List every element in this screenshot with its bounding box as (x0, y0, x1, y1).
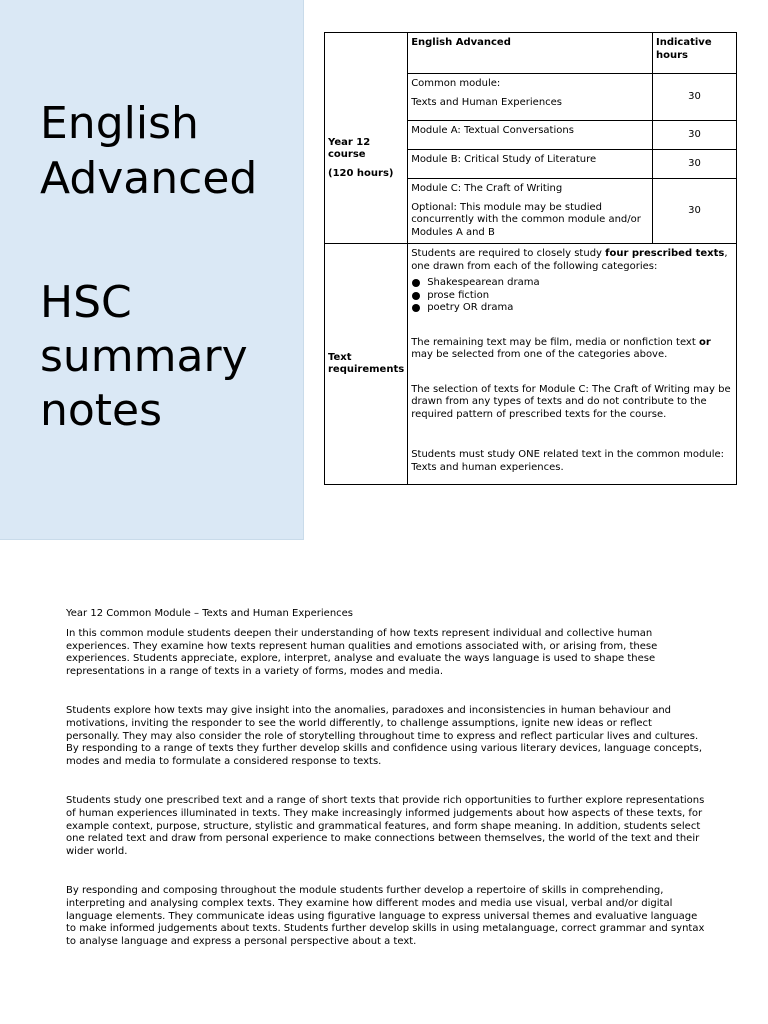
remaining-post: may be selected from one of the categories above. (411, 349, 668, 360)
year12-label: Year 12 course (328, 136, 371, 160)
list-item: poetry OR drama (411, 302, 733, 315)
cover-title-line: Advanced (40, 153, 258, 204)
module-row (325, 74, 737, 121)
cover-subtitle-line: summary (40, 331, 248, 382)
prescribed-intro-post: , one drawn from each of the following categories: (411, 248, 728, 272)
remaining-pre: The remaining text may be film, media or nonfiction text (411, 336, 699, 348)
year12-label-cell (325, 74, 408, 244)
module-cell (408, 121, 653, 150)
text-requirements-cell (408, 244, 737, 485)
cover-subtitle-line: notes (40, 385, 163, 436)
list-item: prose fiction (411, 290, 733, 303)
module-hours: 30 (653, 121, 737, 150)
year12-hours-note: (120 hours) (328, 167, 394, 179)
header-indicative-hours: Indicative hours (653, 33, 737, 74)
list-item: Shakespearean drama (411, 277, 733, 290)
summary-paragraph: Students study one prescribed text and a range of short texts that provide rich opportunities to further explore representations of human experiences illuminated in texts. They make increasingly informed judgements about how aspects of these texts, for example context, purpose, structure, stylistic and grammatical features, and form shape meaning. In addition, students select one related text and draw from personal experience to make connections between themselves, the world of the text and their wider world. (66, 794, 705, 858)
module-cell (408, 150, 653, 179)
text-requirements-row (325, 244, 737, 485)
common-module-summary (66, 608, 706, 975)
summary-paragraph: By responding and composing throughout the module students further develop a repertoire of skills in comprehending, interpreting and analysing complex texts. They examine how different modes and media use visual, verbal and/or digital language elements. They communicate ideas using figurative language to express universal themes and evaluative language to make informed judgements about texts. Students further develop skills in using metalanguage, correct grammar and syntax to analyse language and express a personal perspective about a text. (66, 884, 705, 948)
header-english-advanced: English Advanced (408, 33, 653, 74)
module-cell (408, 74, 653, 121)
module-hours: 30 (653, 74, 737, 121)
module-name: Common module: (411, 78, 501, 89)
table-header-row (325, 33, 737, 74)
cover-title-line: English (40, 98, 199, 149)
course-table (324, 32, 737, 485)
prescribed-texts-block (411, 248, 733, 315)
summary-paragraph: In this common module students deepen their understanding of how texts represent individual and collective human experiences. They examine how texts represent human qualities and emotions associated with, or arising from, these experiences. Students appreciate, explore, interpret, analyse and evaluate the ways language is used to shape these representations in a range of texts in a variety of forms, modes and media. (66, 627, 658, 678)
module-name: Module B: Critical Study of Literature (411, 154, 597, 165)
module-name: Module C: The Craft of Writing (411, 183, 563, 194)
cover-subtitle (40, 276, 300, 438)
cover-title (40, 96, 300, 206)
cover-panel (0, 0, 304, 540)
text-requirements-label: Text requirements (325, 244, 408, 485)
module-cell (408, 179, 653, 244)
related-text-note: Students must study ONE related text in the common module: Texts and human experiences. (411, 449, 725, 473)
summary-heading: Year 12 Common Module – Texts and Human Experiences (66, 608, 354, 619)
remaining-bold: or (698, 336, 711, 348)
module-note: Optional: This module may be studied concurrently with the common module and/or Modules A and B (411, 201, 641, 238)
module-hours: 30 (653, 179, 737, 244)
category-list (411, 277, 733, 315)
module-name: Module A: Textual Conversations (411, 125, 574, 136)
table-corner-cell (325, 33, 408, 74)
remaining-text-block (411, 337, 733, 362)
summary-paragraph: Students explore how texts may give insight into the anomalies, paradoxes and inconsistencies in human behaviour and motivations, inviting the responder to see the world differently, to challenge assumptions, ignite new ideas or reflect personally. They may also consider the role of storytelling throughout time to express and reflect particular lives and cultures. By responding to a range of texts they further develop skills and confidence using various literary devices, language concepts, modes and media to formulate a considered response to texts. (66, 704, 702, 768)
module-name: Texts and Human Experiences (411, 96, 563, 108)
prescribed-intro-bold: four prescribed texts (605, 248, 725, 259)
cover-subtitle-line: HSC (40, 277, 132, 328)
module-hours: 30 (653, 150, 737, 179)
prescribed-intro-pre: Students are required to closely study (411, 248, 606, 259)
module-c-note: The selection of texts for Module C: The Craft of Writing may be drawn from any types of texts and do not contribute to the required pattern of prescribed texts for the course. (411, 383, 731, 420)
